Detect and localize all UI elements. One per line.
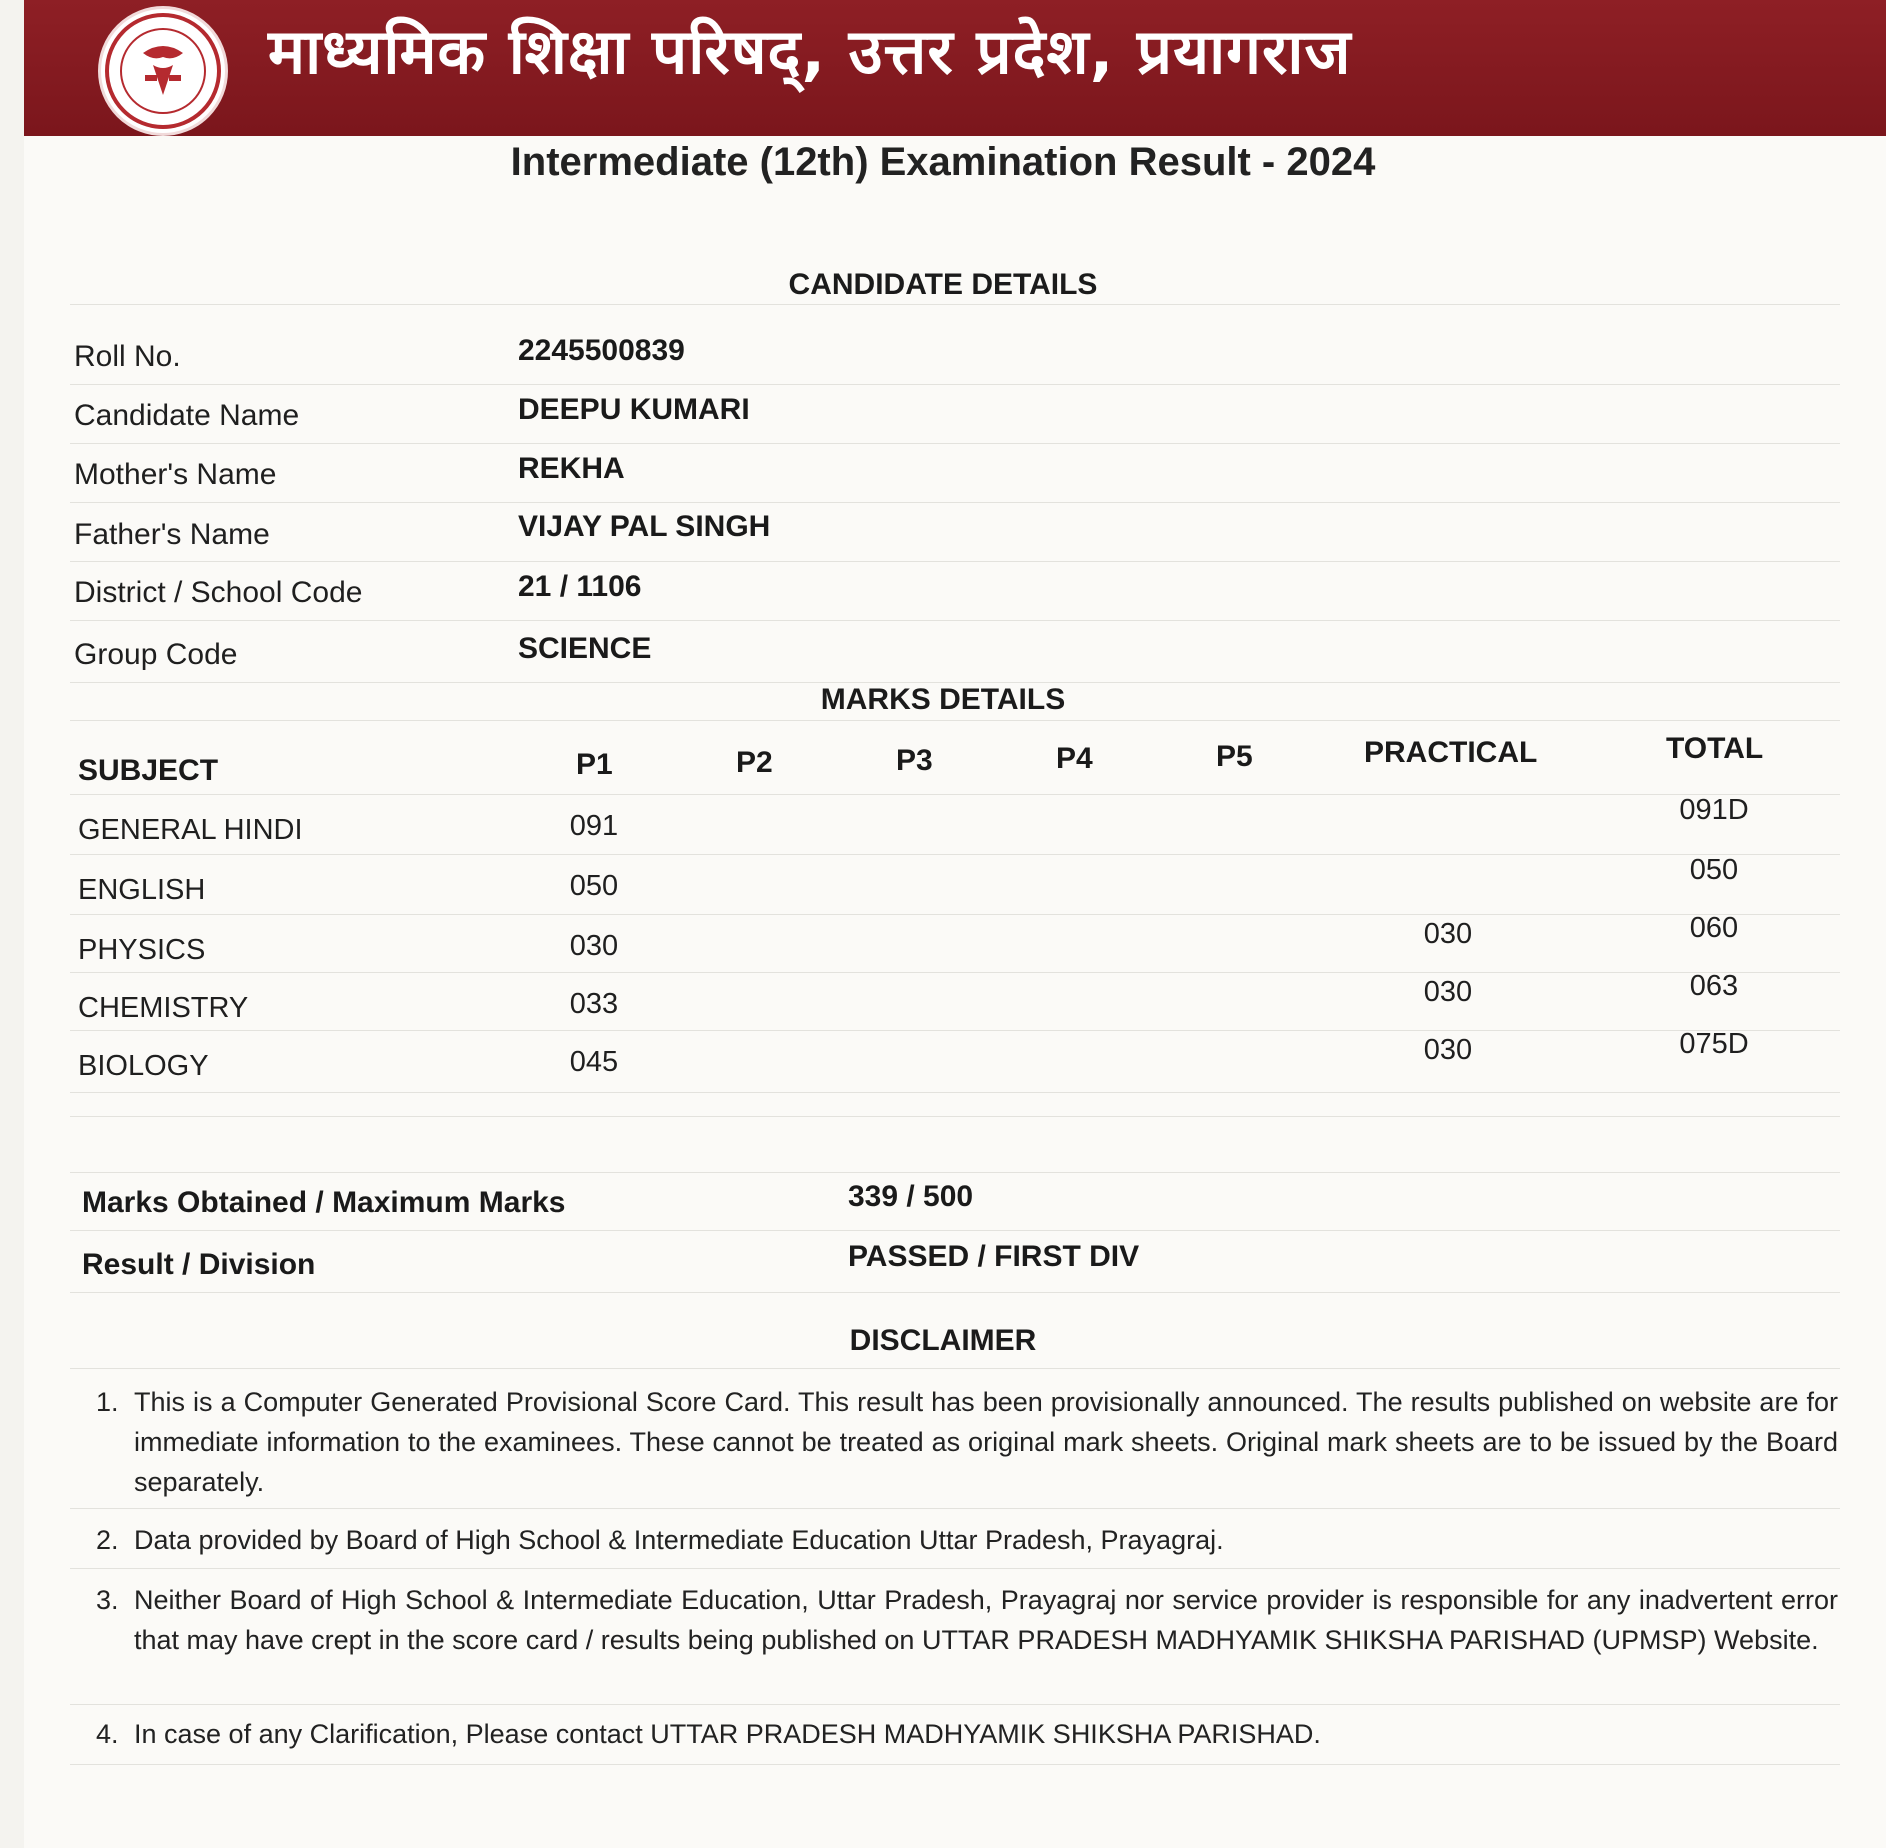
subject-name: CHEMISTRY bbox=[78, 992, 249, 1024]
candidate-name-value: DEEPU KUMARI bbox=[518, 393, 750, 426]
practical-mark: 030 bbox=[1423, 918, 1473, 950]
divider bbox=[70, 1030, 1840, 1031]
father-name-value: VIJAY PAL SINGH bbox=[518, 510, 771, 543]
result-division-label: Result / Division bbox=[82, 1248, 316, 1281]
board-name-hindi: माध्यमिक शिक्षा परिषद्, उत्तर प्रदेश, प्रयागराज bbox=[268, 15, 1352, 88]
subject-name: ENGLISH bbox=[78, 874, 206, 906]
disclaimer-item bbox=[96, 1714, 1838, 1754]
group-code-label: Group Code bbox=[74, 638, 238, 671]
divider bbox=[70, 1764, 1840, 1765]
total-mark: 075D bbox=[1679, 1028, 1749, 1060]
p1-mark: 030 bbox=[569, 930, 619, 962]
subject-name: PHYSICS bbox=[78, 934, 206, 966]
disclaimer-number: 4. bbox=[96, 1719, 119, 1749]
divider bbox=[70, 443, 1840, 444]
total-mark: 050 bbox=[1689, 854, 1739, 886]
total-mark: 063 bbox=[1689, 970, 1739, 1002]
divider bbox=[70, 1092, 1840, 1093]
disclaimer-text: This is a Computer Generated Provisional Score Card. This result has been provisionally announced. The results published on website are for immediate information to the examinees. These cannot be treated as original mark sheets. Original mark sheets are to be issued by the Board separately. bbox=[134, 1387, 1838, 1497]
district-school-code-label: District / School Code bbox=[74, 576, 363, 609]
marks-details-heading: MARKS DETAILS bbox=[820, 683, 1066, 716]
divider bbox=[70, 1116, 1840, 1117]
divider bbox=[70, 304, 1840, 305]
candidate-name-label: Candidate Name bbox=[74, 399, 300, 432]
emblem-icon bbox=[101, 9, 225, 133]
p1-mark: 091 bbox=[569, 810, 619, 842]
disclaimer-number: 1. bbox=[96, 1387, 119, 1417]
marks-obtained-label: Marks Obtained / Maximum Marks bbox=[82, 1186, 566, 1219]
divider bbox=[70, 1508, 1840, 1509]
exam-title: Intermediate (12th) Examination Result - 2024 bbox=[510, 140, 1376, 184]
divider bbox=[70, 914, 1840, 915]
mother-name-value: REKHA bbox=[518, 452, 625, 485]
disclaimer-text: Neither Board of High School & Intermediate Education, Uttar Pradesh, Prayagraj nor service provider is responsible for any inadvertent error that may have crept in the score card / results being published on UTTAR PRADESH MADHYAMIK SHIKSHA PARISHAD (UPMSP) Website. bbox=[134, 1585, 1838, 1655]
p1-mark: 033 bbox=[569, 988, 619, 1020]
disclaimer-heading: DISCLAIMER bbox=[849, 1324, 1037, 1357]
total-mark: 060 bbox=[1689, 912, 1739, 944]
board-emblem-logo bbox=[98, 6, 228, 136]
disclaimer-text: Data provided by Board of High School & Intermediate Education Uttar Pradesh, Prayagraj. bbox=[134, 1525, 1224, 1555]
p1-mark: 050 bbox=[569, 870, 619, 902]
marks-obtained-value: 339 / 500 bbox=[848, 1180, 974, 1213]
group-code-value: SCIENCE bbox=[518, 632, 652, 665]
divider bbox=[70, 1704, 1840, 1705]
divider bbox=[70, 1172, 1840, 1173]
p1-mark: 045 bbox=[569, 1046, 619, 1078]
divider bbox=[70, 794, 1840, 795]
col-header-p3: P3 bbox=[896, 744, 933, 777]
divider bbox=[70, 1292, 1840, 1293]
divider bbox=[70, 1568, 1840, 1569]
divider bbox=[70, 561, 1840, 562]
divider bbox=[70, 384, 1840, 385]
divider bbox=[70, 720, 1840, 721]
roll-no-label: Roll No. bbox=[74, 340, 181, 373]
col-header-practical: PRACTICAL bbox=[1364, 736, 1538, 769]
col-header-subject: SUBJECT bbox=[78, 754, 219, 787]
roll-no-value: 2245500839 bbox=[518, 334, 685, 367]
col-header-p5: P5 bbox=[1216, 740, 1253, 773]
result-division-value: PASSED / FIRST DIV bbox=[848, 1240, 1140, 1273]
divider bbox=[70, 972, 1840, 973]
col-header-p2: P2 bbox=[736, 746, 773, 779]
disclaimer-item bbox=[96, 1520, 1838, 1560]
divider bbox=[70, 1368, 1840, 1369]
col-header-p4: P4 bbox=[1056, 742, 1093, 775]
divider bbox=[70, 620, 1840, 621]
candidate-details-heading: CANDIDATE DETAILS bbox=[788, 268, 1098, 301]
divider bbox=[70, 854, 1840, 855]
subject-name: GENERAL HINDI bbox=[78, 814, 303, 846]
divider bbox=[70, 502, 1840, 503]
col-header-p1: P1 bbox=[576, 748, 613, 781]
disclaimer-number: 2. bbox=[96, 1525, 119, 1555]
disclaimer-item bbox=[96, 1580, 1838, 1660]
divider bbox=[70, 1230, 1840, 1231]
disclaimer-number: 3. bbox=[96, 1585, 119, 1615]
practical-mark: 030 bbox=[1423, 976, 1473, 1008]
subject-name: BIOLOGY bbox=[78, 1050, 209, 1082]
disclaimer-item bbox=[96, 1382, 1838, 1502]
total-mark: 091D bbox=[1679, 794, 1749, 826]
col-header-total: TOTAL bbox=[1666, 732, 1764, 765]
father-name-label: Father's Name bbox=[74, 518, 270, 551]
mother-name-label: Mother's Name bbox=[74, 458, 277, 491]
practical-mark: 030 bbox=[1423, 1034, 1473, 1066]
disclaimer-text: In case of any Clarification, Please contact UTTAR PRADESH MADHYAMIK SHIKSHA PARISHAD. bbox=[134, 1719, 1321, 1749]
district-school-code-value: 21 / 1106 bbox=[518, 570, 642, 603]
